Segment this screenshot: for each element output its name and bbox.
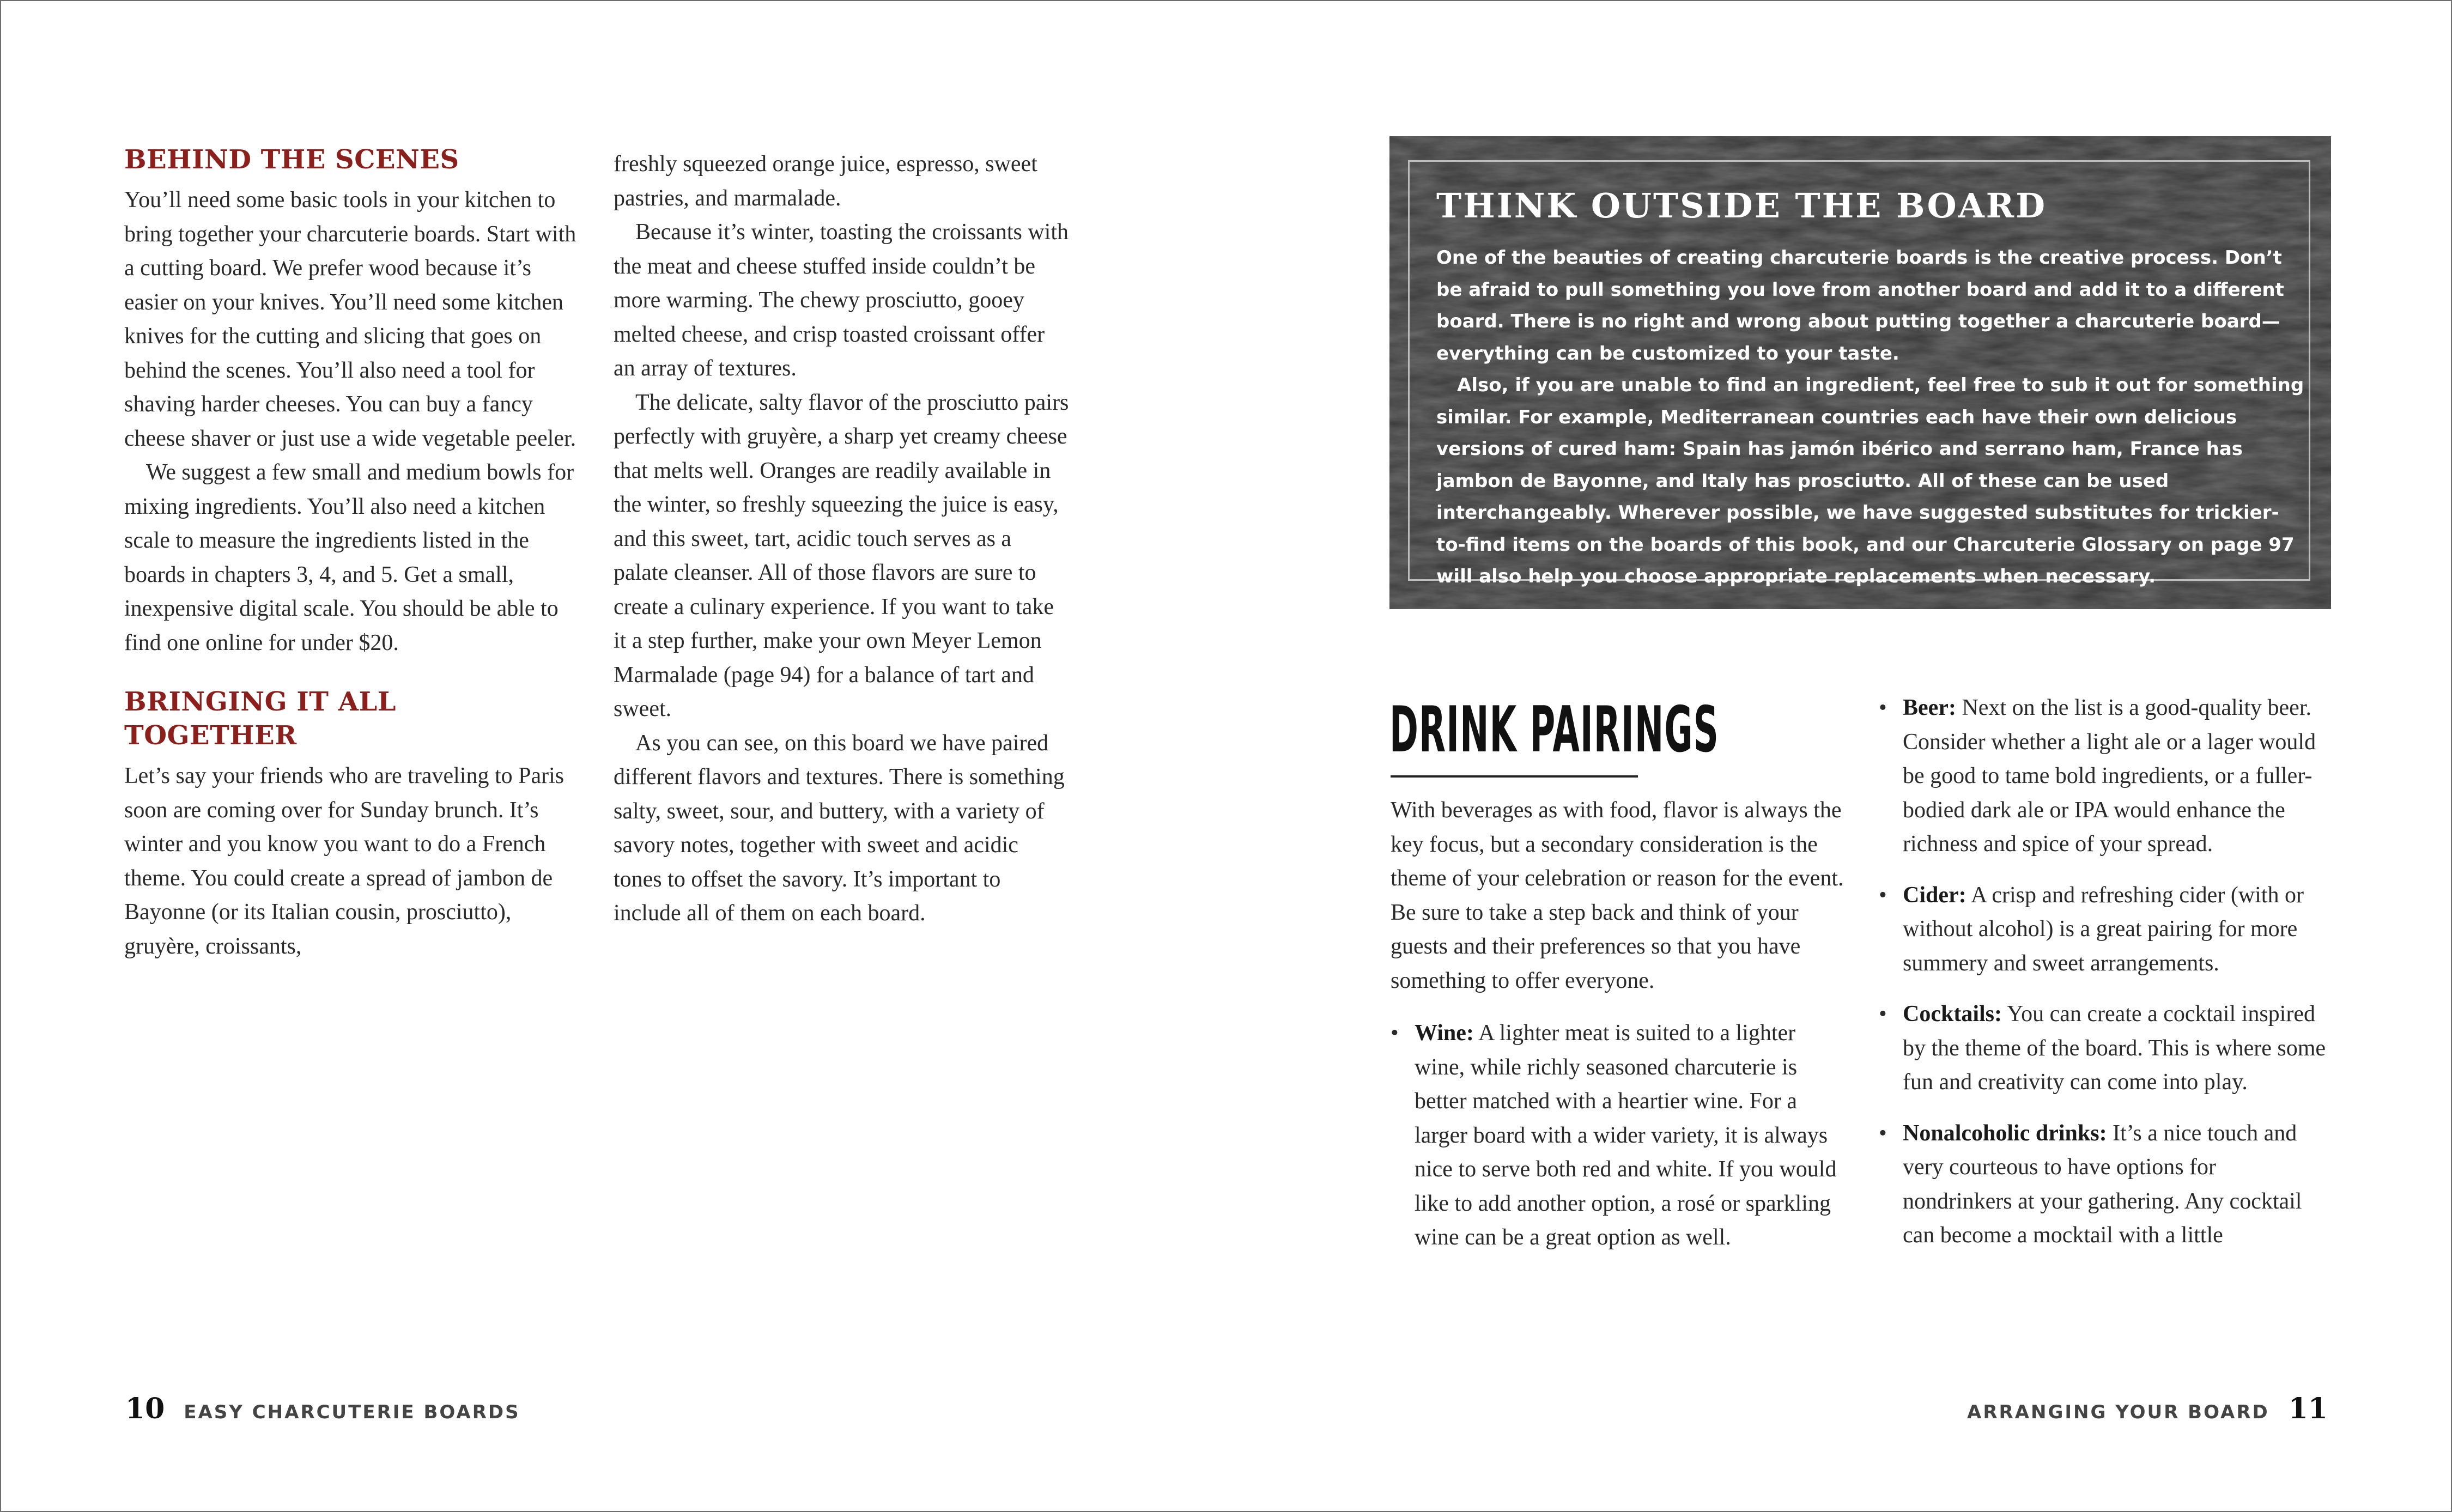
left-footer — [125, 1388, 520, 1433]
drink-item-beer — [1879, 691, 2331, 861]
title-underline — [1391, 775, 1638, 778]
drink-term: Cocktails: — [1903, 1001, 2002, 1027]
paragraph-tools: You’ll need some basic tools in your kitchen to bring together your charcuterie boards. Start with a cutting board. We prefer wood because it’s easier on your knives. You’ll need some kitchen knives for the cutting and slicing that goes on behind the scenes. You’ll also need a tool for shaving harder cheeses. You can buy a fancy cheese shaver or just use a wide vegetable peeler. — [124, 187, 576, 451]
drink-description: You can create a cocktail inspired by the theme of the board. This is where some fun and creativity can come into play. — [1903, 1001, 2326, 1095]
drink-item-wine — [1391, 1016, 1846, 1255]
drink-term: Cider: — [1903, 882, 1967, 908]
bullet-icon: • — [1391, 1021, 1399, 1046]
paragraph-orange-juice: freshly squeezed orange juice, espresso, sweet pastries, and marmalade. — [614, 151, 1037, 211]
left-column-2 — [614, 147, 1069, 931]
callout-content — [1436, 181, 2308, 593]
drinks-intro: With beverages as with food, flavor is always the key focus, but a secondary consideration is the theme of your celebration or reason for the event. Be sure to take a step back and think of your guests and their preferences so that you have something to offer everyone. — [1391, 798, 1844, 993]
drink-description: Next on the list is a good-quality beer. Consider whether a light ale or a lager would be good to tame bold ingredients, or a fuller-bodied dark ale or IPA would enhance the richness and spice of your spread. — [1903, 695, 2316, 857]
right-column-2 — [1879, 691, 2331, 1270]
drinks-list-part-2 — [1879, 691, 2331, 1253]
bullet-icon: • — [1879, 695, 1887, 720]
heading-behind-the-scenes: BEHIND THE SCENES — [124, 144, 459, 175]
heading-bringing-it-all-together: BRINGING IT ALL TOGETHER — [124, 687, 396, 751]
running-head-left: EASY CHARCUTERIE BOARDS — [184, 1401, 520, 1423]
drink-description: It’s a nice touch and very courteous to have options for nondrinkers at your gathering. Any cocktail can become a mocktail with a little — [1903, 1120, 2302, 1248]
paragraph-paris-brunch: Let’s say your friends who are traveling to Paris soon are coming over for Sunday brunch. It’s winter and you know you want to do a French theme. You could create a spread of jambon de Bayonne (or its Italian cousin, prosciutto), gruyère, croissants, — [124, 763, 565, 959]
drink-description: A crisp and refreshing cider (with or without alcohol) is a great pairing for more summery and sweet arrangements. — [1903, 882, 2304, 976]
drink-term: Wine: — [1415, 1021, 1474, 1046]
drinks-list-part-1 — [1391, 1016, 1846, 1255]
drink-item-cocktails — [1879, 997, 2331, 1100]
bullet-icon: • — [1879, 1120, 1887, 1146]
bullet-icon: • — [1879, 1001, 1887, 1027]
page-number-left: 10 — [125, 1392, 165, 1425]
paragraph-bowls: We suggest a few small and medium bowls for mixing ingredients. You’ll also need a kitchen scale to measure the ingredients listed in the boards in chapters 3, 4, and 5. Get a small, inexpensive digital scale. You should be able to find one online for under $20. — [124, 460, 574, 655]
left-column-1 — [124, 143, 576, 963]
paragraph-winter-croissants: Because it’s winter, toasting the croissants with the meat and cheese stuffed inside couldn’t be more warming. The chewy prosciutto, gooey melted cheese, and crisp toasted croissant offer an array of textures. — [614, 220, 1069, 381]
drink-item-cider — [1879, 878, 2331, 981]
drink-description: A lighter meat is suited to a lighter wine, while richly seasoned charcuterie is better matched with a heartier wine. For a larger board with a wider variety, it is always nice to serve both red and white. If you would like to add another option, a rosé or sparkling wine can be a great option as well. — [1415, 1021, 1837, 1250]
drink-item-nonalcoholic — [1879, 1116, 2331, 1253]
right-column-1 — [1391, 793, 1846, 1272]
callout-paragraph-2: Also, if you are unable to find an ingredient, feel free to sub it out for something similar. For example, Mediterranean countries each have their own delicious versions of cured ham: Spain has jamón ibérico and serrano ham, France has jambon de Bayonne, and Italy has prosciutto. All of these can be used interchangeably. Wherever possible, we have suggested substitutes for trickier-to-find items on the boards of this book, and our Charcuterie Glossary on page 97 will also help you choose appropriate replacements when necessary. — [1436, 374, 2304, 587]
paragraph-prosciutto-flavor: The delicate, salty flavor of the prosciutto pairs perfectly with gruyère, a sharp yet creamy cheese that melts well. Oranges are readily available in the winter, so freshly squeezing the juice is easy, and this sweet, tart, acidic touch serves as a palate cleanser. All of those flavors are sure to create a culinary experience. If you want to take it a step further, make your own Meyer Lemon Marmalade (page 94) for a balance of tart and sweet. — [614, 390, 1069, 721]
callout-box — [1389, 136, 2331, 609]
bullet-icon: • — [1879, 882, 1887, 908]
running-head-right: ARRANGING YOUR BOARD — [1967, 1401, 2269, 1423]
callout-title: THINK OUTSIDE THE BOARD — [1436, 186, 2047, 226]
drink-pairings-title: DRINK PAIRINGS — [1389, 693, 1719, 767]
paragraph-flavors-textures: As you can see, on this board we have paired different flavors and textures. There is something salty, sweet, sour, and buttery, with a variety of savory notes, together with sweet and acidic tones to offset the savory. It’s important to include all of them on each board. — [614, 730, 1065, 926]
drink-term: Beer: — [1903, 695, 1956, 720]
right-footer — [1967, 1388, 2328, 1433]
drink-term: Nonalcoholic drinks: — [1903, 1120, 2107, 1146]
callout-paragraph-1: One of the beauties of creating charcuterie boards is the creative process. Don’t be afraid to pull something you love from another board and add it to a different board. There is no right and wrong about putting together a charcuterie board—everything can be customized to your taste. — [1436, 247, 2284, 365]
page-number-right: 11 — [2288, 1392, 2328, 1425]
